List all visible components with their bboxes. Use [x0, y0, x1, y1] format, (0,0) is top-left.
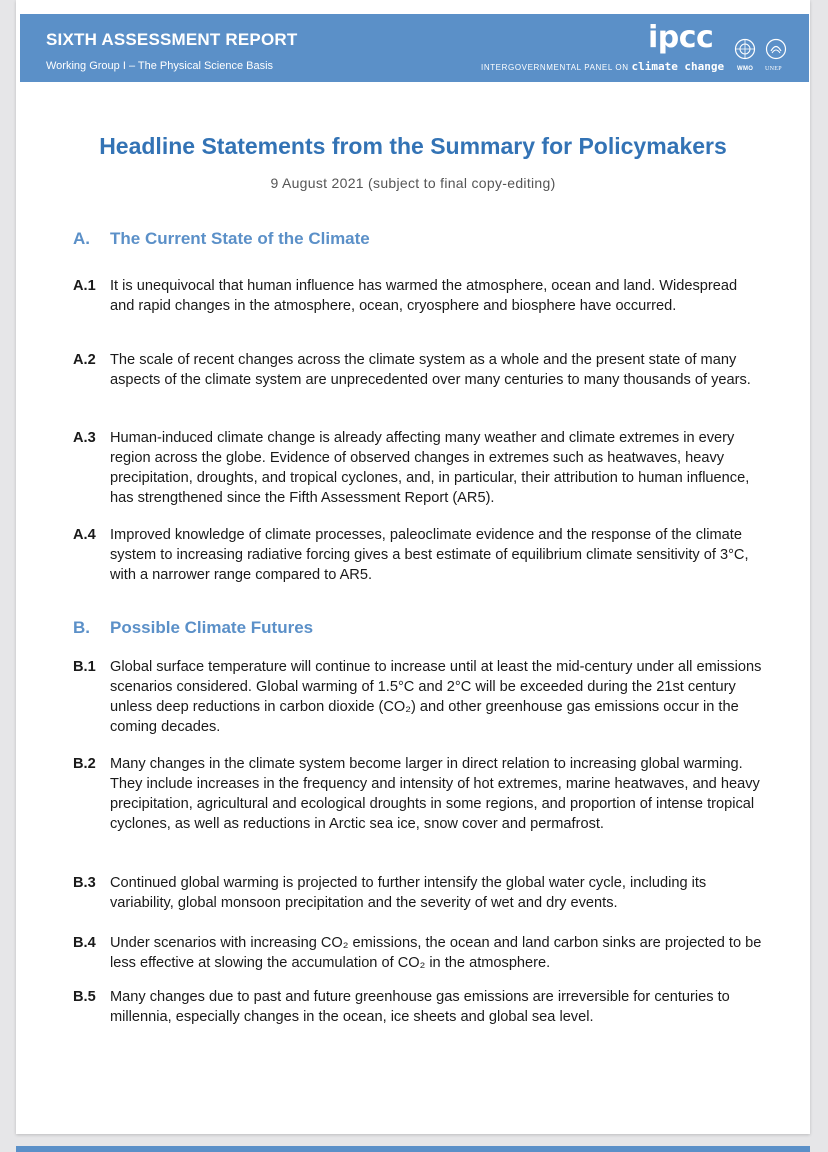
next-page-edge: [16, 1146, 810, 1152]
statement-text: The scale of recent changes across the climate system as a whole and the present state of many aspects of the climate system are unprecedented over many centuries to many thousands of years.: [110, 352, 751, 388]
statement-text: Improved knowledge of climate processes, paleoclimate evidence and the response of the climate system to increasing radiative forcing gives a best estimate of equilibrium climate sensitivity of 3°C, with a narrower range compared to AR5.: [110, 527, 749, 583]
panel-name: [481, 60, 724, 73]
statement-number: B.3: [73, 875, 96, 891]
section-title: The Current State of the Climate: [110, 229, 370, 248]
statement-b4: [73, 933, 763, 973]
statement-text: It is unequivocal that human influence has warmed the atmosphere, ocean and land. Widespread and rapid changes in the atmosphere, ocean, cryosphere and biosphere have occurred.: [110, 278, 738, 314]
statement-text: Human-induced climate change is already affecting many weather and climate extremes in every region across the globe. Evidence of observed changes in extremes such as heatwaves, heavy precipitation, droughts, and tropical cyclones, and, in particular, their attribution to human influence, has strengthened since the Fifth Assessment Report (AR5).: [110, 430, 750, 506]
statement-number: B.4: [73, 935, 96, 951]
statement-text: Many changes in the climate system become larger in direct relation to increasing global warming. They include increases in the frequency and intensity of hot extremes, marine heatwaves, and heavy precipitation, agricultural and ecological droughts in some regions, and proportion of intense tropical cyclones, as well as reductions in Arctic sea ice, snow cover and permafrost.: [110, 756, 760, 832]
panel-name-prefix: INTERGOVERNMENTAL PANEL ON: [481, 63, 632, 72]
section-letter: B.: [73, 618, 90, 637]
section-letter: A.: [73, 229, 90, 248]
statement-number: A.1: [73, 278, 96, 294]
report-title: SIXTH ASSESSMENT REPORT: [46, 30, 298, 49]
statement-b2: [73, 754, 763, 834]
section-title: Possible Climate Futures: [110, 618, 314, 637]
statement-b1: [73, 657, 763, 737]
document-date: 9 August 2021 (subject to final copy-editing): [270, 175, 556, 191]
statement-a1: [73, 276, 763, 316]
statement-text: Continued global warming is projected to further intensify the global water cycle, including its variability, global monsoon precipitation and the severity of wet and dry events.: [110, 875, 707, 911]
statement-a3: [73, 428, 763, 508]
statement-number: A.4: [73, 527, 96, 543]
unep-label: UNEP: [765, 66, 782, 72]
statement-number: B.2: [73, 756, 96, 772]
statement-b3: [73, 873, 763, 913]
statement-text: Global surface temperature will continue to increase until at least the mid-century under all emissions scenarios considered. Global warming of 1.5°C and 2°C will be exceeded during the 21st century unless deep reductions in carbon dioxide (CO₂) and other greenhouse gas emissions occur in the coming decades.: [110, 659, 762, 735]
section-heading-a: [73, 229, 370, 249]
document-title: Headline Statements from the Summary for Policymakers: [99, 133, 727, 159]
statement-text: Many changes due to past and future greenhouse gas emissions are irreversible for centuries to millennia, especially changes in the ocean, ice sheets and global sea level.: [110, 989, 730, 1025]
ipcc-logo: ipcc: [648, 20, 714, 55]
section-heading-b: [73, 618, 313, 638]
wmo-emblem-icon: [734, 38, 756, 60]
statement-number: A.2: [73, 352, 96, 368]
panel-name-suffix: climate change: [631, 60, 725, 73]
statement-b5: [73, 987, 763, 1027]
unep-emblem-icon: [765, 38, 787, 60]
report-banner: [20, 14, 809, 82]
statement-a4: [73, 525, 763, 585]
statement-a2: [73, 350, 763, 390]
wmo-label: WMO: [737, 66, 754, 72]
statement-number: B.5: [73, 989, 96, 1005]
statement-text: Under scenarios with increasing CO₂ emissions, the ocean and land carbon sinks are projected to be less effective at slowing the accumulation of CO₂ in the atmosphere.: [110, 935, 762, 971]
statement-number: A.3: [73, 430, 96, 446]
working-group-title: Working Group I – The Physical Science Basis: [46, 60, 274, 72]
statement-number: B.1: [73, 659, 96, 675]
